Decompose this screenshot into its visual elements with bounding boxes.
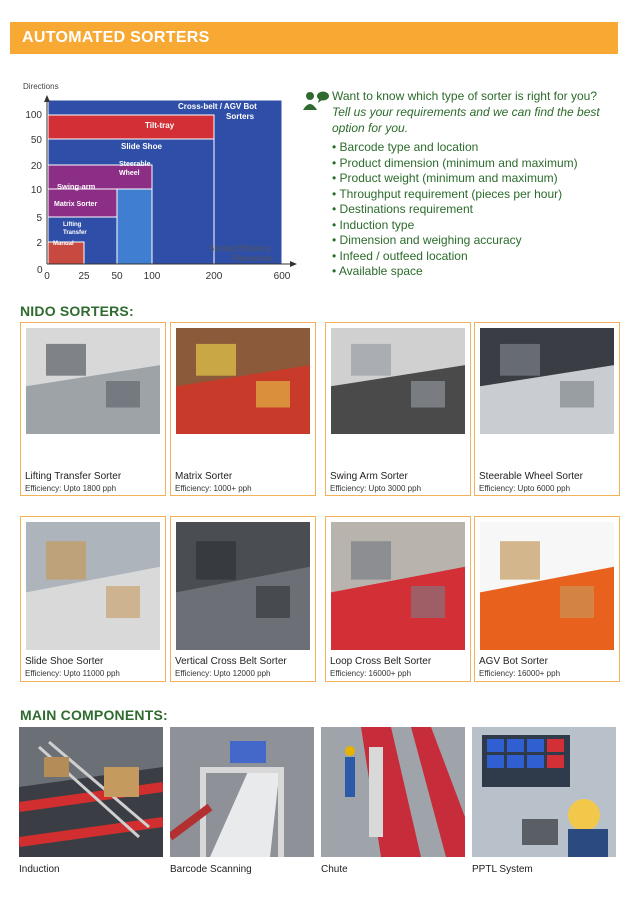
agv-bot-photo xyxy=(480,522,614,650)
sorter-efficiency: Efficiency: 1000+ pph xyxy=(175,484,252,493)
sorter-name: Lifting Transfer Sorter xyxy=(25,471,122,482)
sorter-area-label: Tilt-tray xyxy=(145,121,175,130)
sorter-name: Slide Shoe Sorter xyxy=(25,656,104,667)
matrix-sorter-photo xyxy=(176,328,310,434)
sorter-card xyxy=(20,516,166,682)
component-label: Induction xyxy=(19,864,60,875)
sorter-name: AGV Bot Sorter xyxy=(479,656,548,667)
y-axis-title: Directions xyxy=(23,82,59,91)
sorter-chart xyxy=(0,78,300,288)
sorter-name: Steerable Wheel Sorter xyxy=(479,471,583,482)
components-heading: MAIN COMPONENTS: xyxy=(20,707,168,723)
y-tick-label: 20 xyxy=(30,161,42,172)
sorter-area-label: Cross-belt / AGV Bot xyxy=(178,102,257,111)
steerable-wheel-photo xyxy=(480,328,614,434)
sorter-area-label: Steerable xyxy=(119,161,151,168)
x-tick-label: 100 xyxy=(143,271,161,282)
sorter-card xyxy=(325,322,471,496)
x-tick-label: 0 xyxy=(44,271,50,282)
y-tick-label: 5 xyxy=(36,213,42,224)
section-header xyxy=(10,22,618,54)
sorter-area-label: Transfer xyxy=(63,230,87,236)
loop-cross-belt-photo xyxy=(331,522,465,650)
people-chat-icon xyxy=(302,90,330,112)
sorter-name: Swing Arm Sorter xyxy=(330,471,408,482)
question-line: Want to know which type of sorter is right for you? xyxy=(332,89,598,103)
induction-photo xyxy=(19,727,163,857)
y-tick-label: 50 xyxy=(30,135,42,146)
sorter-name: Loop Cross Belt Sorter xyxy=(330,656,432,667)
lifting-transfer-photo xyxy=(26,328,160,434)
y-tick-label: 0 xyxy=(37,265,43,276)
sorter-efficiency: Efficiency: Upto 12000 pph xyxy=(175,669,271,678)
component-label: PPTL System xyxy=(472,864,533,875)
sorter-area-label: Lifting xyxy=(63,222,82,228)
sorters-heading: NIDO SORTERS: xyxy=(20,303,134,319)
sorter-area-label: Sorters xyxy=(226,112,255,121)
x-axis-title: Pieces/min. xyxy=(233,254,275,263)
x-axis-arrow xyxy=(290,261,297,267)
swing-arm-photo xyxy=(331,328,465,434)
sorter-efficiency: Efficiency: Upto 3000 pph xyxy=(330,484,422,493)
question-text xyxy=(332,88,622,136)
x-tick-label: 25 xyxy=(78,271,90,282)
sorter-area-label: Wheel xyxy=(119,170,140,177)
component-label: Barcode Scanning xyxy=(170,864,252,875)
requirement-item: • Available space xyxy=(332,264,624,280)
sorter-area-label: Slide Shoe xyxy=(121,142,162,151)
sorter-card xyxy=(170,516,316,682)
requirement-item: • Product dimension (minimum and maximum) xyxy=(332,156,624,172)
sorter-efficiency: Efficiency: 16000+ pph xyxy=(479,669,561,678)
sorter-name: Matrix Sorter xyxy=(175,471,233,482)
x-tick-label: 600 xyxy=(273,271,291,282)
requirement-item: • Product weight (minimum and maximum) xyxy=(332,171,624,187)
sorter-efficiency: Efficiency: Upto 6000 pph xyxy=(479,484,571,493)
slide-shoe-photo xyxy=(26,522,160,650)
sorter-card xyxy=(325,516,471,682)
sorter-efficiency: Efficiency: 16000+ pph xyxy=(330,669,412,678)
section-title: AUTOMATED SORTERS xyxy=(22,29,210,46)
requirements-list xyxy=(332,140,624,280)
requirement-item: • Dimension and weighing accuracy xyxy=(332,233,624,249)
sorter-card xyxy=(474,516,620,682)
sorter-efficiency: Efficiency: Upto 11000 pph xyxy=(25,669,120,678)
requirement-item: • Throughput requirement (pieces per hour) xyxy=(332,187,624,203)
sorter-efficiency: Efficiency: Upto 1800 pph xyxy=(25,484,117,493)
sorter-name: Vertical Cross Belt Sorter xyxy=(175,656,287,667)
component-label: Chute xyxy=(321,864,348,875)
requirement-item: • Destinations requirement xyxy=(332,202,624,218)
requirement-item: • Induction type xyxy=(332,218,624,234)
y-tick-label: 2 xyxy=(36,238,42,249)
chute-photo xyxy=(321,727,465,857)
y-axis-arrow xyxy=(44,95,50,102)
y-tick-label: 10 xyxy=(30,185,42,196)
barcode-scanning-photo xyxy=(170,727,314,857)
sorter-card xyxy=(474,322,620,496)
y-tick-label: 100 xyxy=(25,110,42,121)
sorter-area-label: Manual xyxy=(53,241,74,247)
sorter-area-label: Swing-arm xyxy=(57,182,96,191)
subtitle-line: Tell us your requirements and we can find the best option for you. xyxy=(332,105,600,135)
x-tick-label: 200 xyxy=(205,271,223,282)
x-tick-label: 50 xyxy=(111,271,123,282)
pptl-system-photo xyxy=(472,727,616,857)
sorter-card xyxy=(170,322,316,496)
sorter-card xyxy=(20,322,166,496)
chart-svg xyxy=(0,78,300,288)
x-axis-title: Sorting Efficiency xyxy=(209,244,271,253)
requirement-item: • Barcode type and location xyxy=(332,140,624,156)
vertical-cross-belt-photo xyxy=(176,522,310,650)
requirement-item: • Infeed / outfeed location xyxy=(332,249,624,265)
sorter-area-label: Matrix Sorter xyxy=(54,201,98,208)
